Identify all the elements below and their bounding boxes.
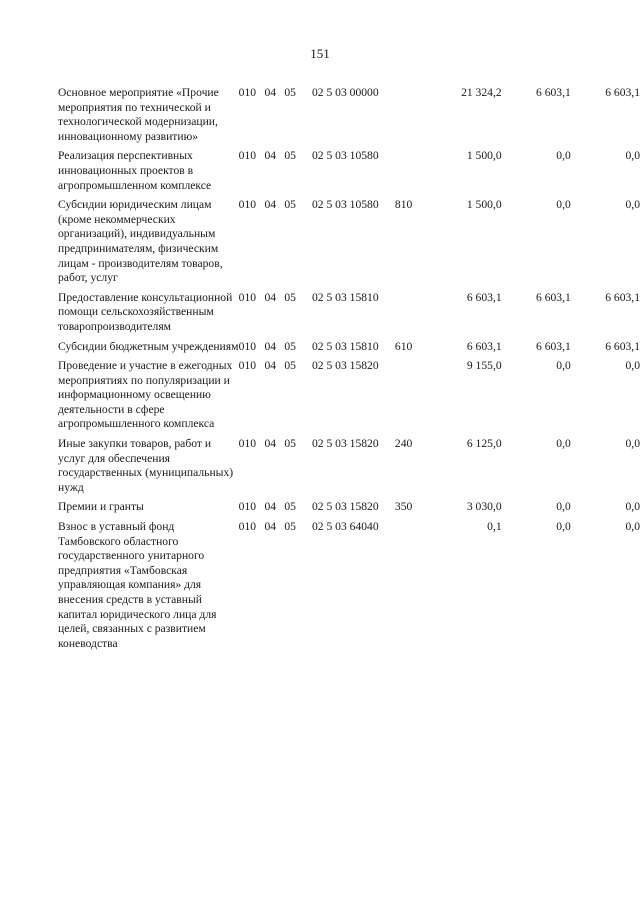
target-article-cell: 02 5 03 15820	[311, 500, 379, 514]
glav-code-cell: 010	[238, 86, 257, 99]
amount-year2-cell: 0,0	[556, 359, 571, 373]
amount-year3-cell: 6 603,1	[605, 290, 640, 304]
podrazdel-code-cell: 05	[284, 198, 296, 212]
razdel-code-cell: 04	[264, 359, 277, 373]
razdel-code-cell: 04	[264, 520, 277, 534]
amount-year1-cell: 21 324,2	[461, 86, 502, 99]
podrazdel-code-cell: 05	[284, 437, 296, 451]
glav-code-cell: 010	[238, 437, 257, 451]
table-row	[58, 291, 640, 340]
table-row	[58, 437, 640, 500]
target-article-cell: 02 5 03 15820	[311, 359, 379, 373]
amount-year2-cell: 0,0	[556, 520, 571, 534]
expense-type-cell	[395, 86, 423, 149]
table-body	[58, 86, 640, 656]
amount-year2-cell: 0,0	[556, 198, 571, 212]
expense-type-cell: 350	[394, 500, 413, 514]
table-row	[58, 359, 640, 437]
table-row	[58, 500, 640, 520]
row-name-cell: Основное мероприятие «Прочие мероприятия по технической и технологической модернизации, инновационному развитию»	[58, 86, 219, 143]
razdel-code-cell: 04	[264, 86, 277, 99]
amount-year2-cell: 6 603,1	[536, 86, 571, 99]
page-number: 151	[310, 46, 330, 61]
amount-year2-cell: 6 603,1	[536, 339, 571, 353]
amount-year3-cell: 0,0	[625, 149, 640, 163]
target-article-cell: 02 5 03 64040	[311, 520, 379, 534]
glav-code-cell: 010	[238, 339, 257, 353]
glav-code-cell: 010	[238, 520, 257, 534]
amount-year2-cell: 0,0	[556, 437, 571, 451]
razdel-code-cell: 04	[264, 290, 277, 304]
amount-year2-cell: 0,0	[556, 500, 571, 514]
row-name-cell: Субсидии юридическим лицам (кроме некоммерческих организаций), индивидуальным предпринимателям, физическим лицам - производителям товаров, работ, услуг	[58, 198, 223, 285]
razdel-code-cell: 04	[264, 198, 277, 212]
expense-type-cell: 240	[394, 437, 413, 451]
amount-year2-cell: 6 603,1	[536, 290, 571, 304]
row-name-cell: Субсидии бюджетным учреждениям	[58, 339, 239, 353]
amount-year1-cell: 0,1	[487, 520, 502, 534]
expense-type-cell	[395, 291, 423, 340]
glav-code-cell: 010	[238, 149, 257, 163]
amount-year1-cell: 1 500,0	[466, 149, 502, 163]
podrazdel-code-cell: 05	[284, 290, 296, 304]
expense-type-cell: 810	[394, 198, 413, 212]
amount-year1-cell: 9 155,0	[466, 359, 502, 373]
amount-year1-cell: 6 603,1	[466, 290, 502, 304]
amount-year3-cell: 0,0	[625, 359, 640, 373]
table-row	[58, 86, 640, 149]
podrazdel-code-cell: 05	[284, 149, 296, 163]
target-article-cell: 02 5 03 15820	[311, 437, 379, 451]
glav-code-cell: 010	[238, 198, 257, 212]
budget-table	[58, 86, 640, 656]
expense-type-cell	[395, 520, 423, 656]
glav-code-cell: 010	[238, 500, 257, 514]
amount-year1-cell: 3 030,0	[466, 500, 502, 514]
row-name-cell: Взнос в уставный фонд Тамбовского областного государственного унитарного предприятия «Тамбовская управляющая компания» для внесения средств в уставный капитал юридического лица для целей, связанных с развитием коневодства	[58, 520, 217, 650]
row-name-cell: Иные закупки товаров, работ и услуг для обеспечения государственных (муниципальных) нужд	[58, 437, 234, 494]
row-name-cell: Премии и гранты	[58, 500, 144, 514]
row-name-cell: Предоставление консультационной помощи сельскохозяйственным товаропроизводителям	[58, 290, 233, 333]
podrazdel-code-cell: 05	[284, 359, 296, 373]
razdel-code-cell: 04	[264, 339, 277, 353]
podrazdel-code-cell: 05	[284, 520, 296, 534]
target-article-cell: 02 5 03 00000	[311, 86, 379, 99]
amount-year1-cell: 1 500,0	[466, 198, 502, 212]
razdel-code-cell: 04	[264, 437, 277, 451]
amount-year3-cell: 6 603,1	[605, 339, 640, 353]
podrazdel-code-cell: 05	[284, 339, 296, 353]
target-article-cell: 02 5 03 15810	[311, 290, 379, 304]
target-article-cell: 02 5 03 15810	[311, 339, 379, 353]
amount-year2-cell: 0,0	[556, 149, 571, 163]
amount-year1-cell: 6 125,0	[466, 437, 502, 451]
podrazdel-code-cell: 05	[284, 500, 296, 514]
amount-year3-cell: 0,0	[625, 520, 640, 534]
target-article-cell: 02 5 03 10580	[311, 198, 379, 212]
glav-code-cell: 010	[238, 359, 257, 373]
amount-year3-cell: 0,0	[625, 437, 640, 451]
expense-type-cell	[395, 359, 423, 437]
row-name-cell: Проведение и участие в ежегодных мероприятиях по популяризации и информационному освещению деятельности в сфере агропромышленного комплекса	[58, 359, 233, 431]
table-row	[58, 149, 640, 198]
amount-year3-cell: 0,0	[625, 198, 640, 212]
table-row	[58, 198, 640, 291]
table-row	[58, 340, 640, 360]
target-article-cell: 02 5 03 10580	[311, 149, 379, 163]
table-row	[58, 520, 640, 656]
amount-year3-cell: 0,0	[625, 500, 640, 514]
razdel-code-cell: 04	[264, 500, 277, 514]
amount-year1-cell: 6 603,1	[466, 339, 502, 353]
glav-code-cell: 010	[238, 290, 257, 304]
amount-year3-cell: 6 603,1	[605, 86, 640, 99]
expense-type-cell: 610	[394, 339, 413, 353]
row-name-cell: Реализация перспективных инновационных проектов в агропромышленном комплексе	[58, 149, 212, 192]
razdel-code-cell: 04	[264, 149, 277, 163]
expense-type-cell	[395, 149, 423, 198]
podrazdel-code-cell: 05	[284, 86, 296, 99]
